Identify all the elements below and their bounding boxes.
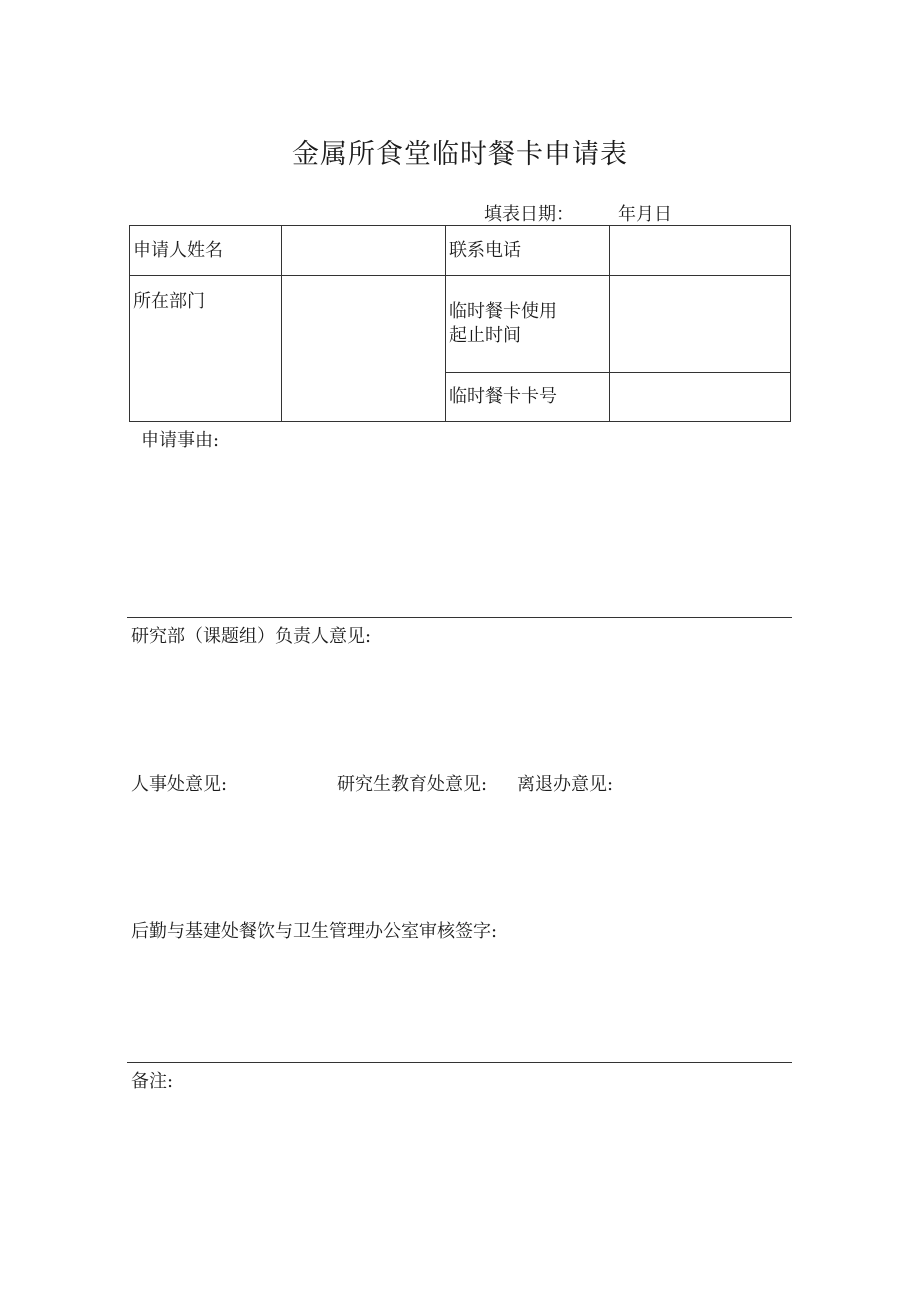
divider-line [127,1062,792,1063]
application-form-table [129,225,791,422]
department-label: 所在部门 [130,276,282,422]
dept-opinion-field[interactable] [131,648,791,758]
remarks-field[interactable] [131,1094,791,1214]
department-field[interactable] [282,276,446,422]
fill-date-label: 填表日期： [484,204,574,225]
card-number-field[interactable] [610,373,791,422]
usage-period-field[interactable] [610,276,791,373]
usage-period-label-line1: 临时餐卡使用 [449,301,557,322]
applicant-name-label: 申请人姓名 [130,226,282,276]
page-title: 金属所食堂临时餐卡申请表 [292,139,628,170]
hr-opinion-label: 人事处意见: [131,774,228,795]
divider-line [127,617,792,618]
reason-label: 申请事由: [141,430,220,451]
applicant-name-field[interactable] [282,226,446,276]
retired-office-opinion-label: 离退办意见: [517,774,614,795]
logistics-signature-field[interactable] [131,945,791,1055]
phone-field[interactable] [610,226,791,276]
usage-period-label-line2: 起止时间 [449,325,521,346]
card-number-label: 临时餐卡卡号 [446,373,610,422]
phone-label: 联系电话 [446,226,610,276]
fill-date-value: 年月日 [618,204,672,225]
dept-opinion-label: 研究部（课题组）负责人意见: [131,626,372,647]
usage-period-label [446,276,610,373]
grad-edu-opinion-label: 研究生教育处意见: [337,774,488,795]
reason-field[interactable] [141,452,791,612]
remarks-label: 备注: [131,1071,174,1092]
logistics-signature-label: 后勤与基建处餐饮与卫生管理办公室审核签字: [131,921,498,942]
